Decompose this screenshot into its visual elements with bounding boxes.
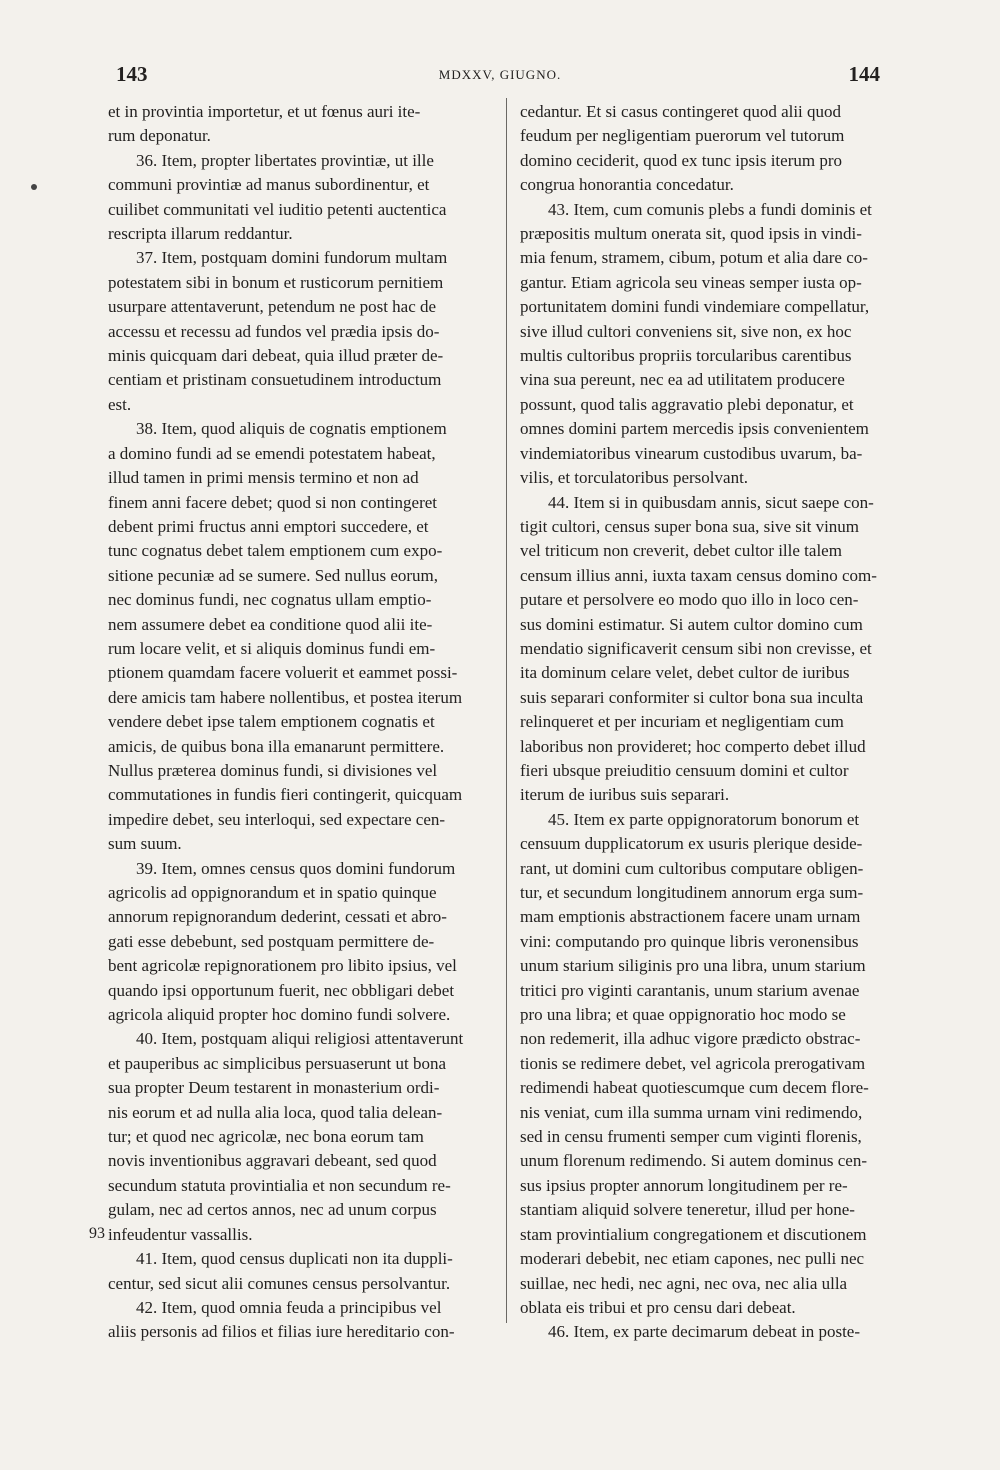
right-column [520, 100, 908, 1345]
paragraph-46: 46. Item, ex parte decimarum debeat in poste- [548, 1322, 861, 1342]
page-number-right: 144 [848, 62, 880, 86]
paragraph-45: 45. Item ex parte oppignoratorum bonorum et censuum dupplicatorum ex usuris plerique deside- rant, ut domini cum cultoribus computare obligen- tur, et secundum longitudinem annorum erga sum- mam emptionis abstractionem facere unam urnam vini: computando pro quinque libris veronensibus unum starium siliginis pro una libra, unum starium tritici pro viginti carantanis, unum starium avenae pro una libra; et quae oppignoratio hoc modo se non redemerit, illa adhuc vigore prædicto obstrac- tionis se redimere debet, vel agricola prerogativam redimendi habeat quotiescumque cum decem flore- nis veniat, cum illa summa urnam vini redimendo, sed in censu frumenti semper cum viginti florenis, unum florenum redimendo. Si autem dominus cen- sus ipsius propter annorum longitudinem per re- stantiam aliquid solvere teneretur, illud per hone- stam provintialium congregationem et discutionem moderari debebit, nec etiam capones, nec pulli nec suillae, nec hedi, nec agni, nec ova, nec alia ulla oblata eis tribui et pro censu dari debeat. [520, 809, 869, 1317]
paragraph-36: 36. Item, propter libertates provintiæ, ut ille communi provintiæ ad manus subordinentur, et cuilibet communitati vel iuditio petenti auctentica rescripta illarum reddantur. [108, 150, 447, 244]
paragraph-41: 41. Item, quod census duplicati non ita duppli- centur, sed sicut alii comunes census persolvantur. [108, 1249, 453, 1293]
paragraph-39: 39. Item, omnes census quos domini fundorum agricolis ad oppignorandum et in spatio quinque annorum repignorandum dederint, cessati et abro- gati esse debebunt, sed postquam permittere de- bent agricolæ repignorationem pro libito ipsius, vel quando ipsi opportunum fuerit, nec obbligari debet agricola aliquid propter hoc domino fundi solvere. [108, 858, 457, 1025]
paragraph-continuation: et in provintia importetur, et ut fœnus auri ite- rum deponatur. [108, 102, 421, 146]
paragraph-44: 44. Item si in quibusdam annis, sicut saepe con- tigit cultori, census super bona sua, sive sit vinum vel triticum non creverit, debet cultor ille talem censum illius anni, iuxta taxam census domino com- putare et persolvere eo modo quo illo in loco cen- sus domini estimatur. Si autem cultor domino cum mendatio significaverit censum sibi non crevisse, et ita dominum celare velet, debet cultor de iuribus suis separari conformiter si cultor bona sua inculta relinqueret et per incuriam et negligentiam cum laboribus non provideret; hoc comperto debet illud fieri ubsque preiuditio censuum domini et cultor iterum de iuribus suis separari. [520, 492, 877, 805]
margin-ink-dot [31, 184, 37, 190]
paragraph-38: 38. Item, quod aliquis de cognatis emptionem a domino fundi ad se emendi potestatem habeat, illud tamen in primi mensis termino et non ad finem anni facere debet; quod si non contingeret debent primi fructus anni emptori succedere, et tunc cognatus debet talem emptionem cum expo- sitione pecuniæ ad se sumere. Sed nullus eorum, nec dominus fundi, nec cognatus ullam emptio- nem assumere debet ea conditione quod alii ite- rum locare velit, et si aliquis dominus fundi em- ptionem quamdam facere voluerit et eammet possi- dere amicis tam habere nollentibus, et postea iterum vendere debet ipse talem emptionem cognatis et amicis, de quibus bona illa emanarunt permittere. Nullus præterea dominus fundi, si divisiones vel commutationes in fundis fieri contingerit, quicquam impedire debet, seu interloqui, sed expectare cen- sum suum. [108, 419, 463, 854]
paragraph-40: 40. Item, postquam aliqui religiosi attentaverunt et pauperibus ac simplicibus persuaserunt ut bona sua propter Deum testarent in monasterium ordi- nis eorum et ad nulla alia loca, quod talia delean- tur; et quod nec agricolæ, nec bona eorum tam novis inventionibus aggravari debeant, sed quod secundum statuta provintialia et non secundum re- gulam, nec ad certos annos, nec ad unum corpus infeudentur vassallis. [108, 1029, 464, 1244]
paragraph-42-continuation: cedantur. Et si casus contingeret quod alii quod feudum per negligentiam puerorum vel tutorum domino ceciderit, quod ex tunc ipsis iterum pro congrua honorantia concedatur. [520, 102, 845, 195]
paragraph-42: 42. Item, quod omnia feuda a principibus vel aliis personis ad filios et filias iure hereditario con- [108, 1297, 455, 1342]
left-column [108, 100, 491, 1345]
column-divider [506, 98, 507, 1323]
page-number-left: 143 [116, 62, 148, 86]
running-head: MDXXV, GIUGNO. [438, 67, 562, 82]
paragraph-43: 43. Item, cum comunis plebs a fundi dominis et præpositis multum onerata sit, quod ipsis in vindi- mia fenum, stramem, cibum, potum et alia dare co- gantur. Etiam agricola seu vineas semper iusta op- portunitatem domini fundi vindemiare compellatur, sive illud cultori conveniens sit, sive non, ex hoc multis cultoribus propriis torcularibus carentibus vina sua pereunt, nec ea ad utilitatem producere possunt, quod talis aggravatio plebi deponatur, et omnes domini partem mercedis ipsis convenientem vindemiatoribus vinearum custodibus uvarum, ba- vilis, et torculatoribus persolvant. [520, 199, 872, 488]
paragraph-37: 37. Item, postquam domini fundorum multam potestatem sibi in bonum et rusticorum pernitiem usurpare attentaverunt, petendum ne post hac de accessu et recessu ad fundos vel prædia ipsis do- minis quicquam dari debeat, quia illud præter de- centiam et pristinam consuetudinem introductum est. [108, 248, 448, 414]
page-header [0, 62, 1000, 92]
margin-line-number: 93 [89, 1225, 105, 1242]
